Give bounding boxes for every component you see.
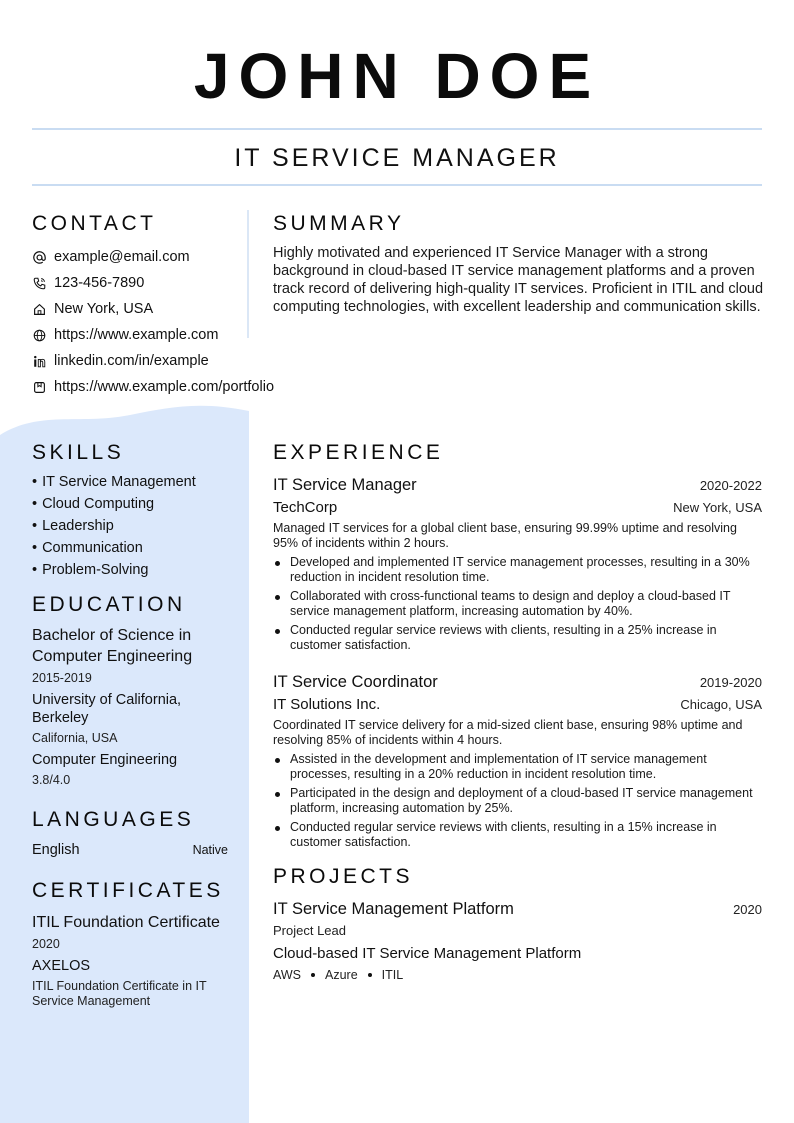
skills-section bbox=[32, 440, 228, 581]
skills-list bbox=[32, 471, 228, 581]
job-entry bbox=[273, 474, 762, 653]
home-icon bbox=[32, 302, 46, 316]
skill-item: • Cloud Computing bbox=[32, 493, 228, 515]
project-name: IT Service Management Platform bbox=[273, 900, 514, 918]
project-role: Project Lead bbox=[273, 923, 346, 938]
at-icon bbox=[32, 250, 46, 264]
projects-heading: PROJECTS bbox=[273, 865, 414, 888]
summary-text: Highly motivated and experienced IT Service Manager with a strong background in cloud-based IT service management platforms and a proven track record of delivering high-quality IT services. Proficient in ITIL and cloud computing technologies, with excellent leadership and communication skills. bbox=[273, 245, 764, 315]
globe-icon bbox=[32, 328, 46, 342]
header-rule-bottom bbox=[32, 184, 762, 186]
job-bullets bbox=[273, 752, 762, 850]
certificate-name: ITIL Foundation Certificate bbox=[32, 914, 220, 931]
job-dates: 2020-2022 bbox=[699, 478, 762, 493]
education-heading: EDUCATION bbox=[32, 593, 186, 616]
contact-linkedin[interactable] bbox=[32, 348, 322, 374]
portfolio-icon bbox=[32, 380, 46, 394]
skill-item: • Problem-Solving bbox=[32, 559, 228, 581]
education-school: University of California, Berkeley bbox=[32, 692, 182, 726]
job-bullet: Assisted in the development and implementation of IT service management processes, resulting in a 20% reduction in incident resolution time. bbox=[273, 752, 762, 782]
projects-section bbox=[273, 864, 762, 983]
summary-section bbox=[273, 211, 765, 316]
job-title: IT SERVICE MANAGER bbox=[234, 144, 560, 172]
job-location: Chicago, USA bbox=[680, 697, 762, 712]
project-description: Cloud-based IT Service Management Platform bbox=[273, 945, 582, 962]
job-entry bbox=[273, 671, 762, 850]
contact-phone-text: 123-456-7890 bbox=[54, 275, 145, 291]
job-company: IT Solutions Inc. bbox=[273, 696, 381, 713]
phone-icon bbox=[32, 276, 46, 290]
tag-separator bbox=[368, 973, 372, 977]
education-gpa: 3.8/4.0 bbox=[32, 773, 71, 787]
contact-website-text: https://www.example.com bbox=[54, 327, 219, 343]
certificate-year: 2020 bbox=[32, 937, 60, 951]
education-years: 2015-2019 bbox=[32, 671, 92, 685]
certificates-heading: CERTIFICATES bbox=[32, 879, 224, 902]
education-section bbox=[32, 592, 228, 789]
certificate-issuer: AXELOS bbox=[32, 958, 91, 974]
job-description: Coordinated IT service delivery for a mid-sized client base, ensuring 98% uptime and resolving 85% of incidents within 4 hours. bbox=[273, 718, 743, 747]
tag-separator bbox=[311, 973, 315, 977]
job-bullet: Collaborated with cross-functional teams to design and deploy a cloud-based IT service management platform, increasing automation by 40%. bbox=[273, 589, 762, 619]
language-name: English bbox=[32, 842, 80, 858]
job-company: TechCorp bbox=[273, 499, 338, 516]
job-role: IT Service Coordinator bbox=[273, 673, 438, 691]
candidate-name: JOHN DOE bbox=[193, 40, 601, 112]
job-bullet: Conducted regular service reviews with clients, resulting in a 15% increase in customer satisfaction. bbox=[273, 820, 762, 850]
contact-location-text: New York, USA bbox=[54, 301, 154, 317]
summary-heading: SUMMARY bbox=[273, 212, 405, 235]
languages-heading: LANGUAGES bbox=[32, 808, 195, 831]
contact-summary-divider bbox=[247, 210, 249, 338]
language-level: Native bbox=[192, 843, 228, 857]
linkedin-icon bbox=[32, 354, 46, 368]
project-tag: AWS bbox=[273, 968, 302, 982]
education-field: Computer Engineering bbox=[32, 752, 178, 768]
project-tag: Azure bbox=[325, 968, 358, 982]
education-degree: Bachelor of Science in Computer Engineering bbox=[32, 627, 193, 665]
sidebar bbox=[32, 440, 228, 1009]
experience-heading: EXPERIENCE bbox=[273, 441, 444, 464]
skill-item: • Communication bbox=[32, 537, 228, 559]
contact-portfolio[interactable] bbox=[32, 374, 322, 400]
contact-website[interactable] bbox=[32, 322, 322, 348]
job-bullet: Participated in the design and deployment of a cloud-based IT service management platform, increasing automation by 25%. bbox=[273, 786, 762, 816]
skills-heading: SKILLS bbox=[32, 441, 125, 464]
contact-email-text: example@email.com bbox=[54, 249, 190, 265]
certificate-description: ITIL Foundation Certificate in IT Service Management bbox=[32, 979, 207, 1008]
job-bullet: Conducted regular service reviews with clients, resulting in a 25% increase in customer satisfaction. bbox=[273, 623, 762, 653]
language-row bbox=[32, 841, 228, 859]
certificates-section bbox=[32, 878, 228, 1009]
project-tag: ITIL bbox=[381, 968, 404, 982]
job-bullets bbox=[273, 555, 762, 653]
project-year: 2020 bbox=[733, 902, 762, 917]
job-dates: 2019-2020 bbox=[699, 675, 762, 690]
skill-item: • IT Service Management bbox=[32, 471, 228, 493]
main-column bbox=[273, 440, 762, 983]
job-role: IT Service Manager bbox=[273, 476, 417, 494]
contact-heading: CONTACT bbox=[32, 212, 157, 235]
skill-item: • Leadership bbox=[32, 515, 228, 537]
job-location: New York, USA bbox=[673, 500, 762, 515]
header-rule-top bbox=[32, 128, 762, 130]
education-location: California, USA bbox=[32, 731, 118, 745]
project-tags bbox=[273, 967, 762, 983]
job-bullet: Developed and implemented IT service management processes, resulting in a 30% reduction in incident resolution time. bbox=[273, 555, 762, 585]
languages-section bbox=[32, 807, 228, 859]
contact-portfolio-text: https://www.example.com/portfolio bbox=[54, 379, 275, 395]
job-description: Managed IT services for a global client base, ensuring 99.99% uptime and resolving 95% of incidents within 2 hours. bbox=[273, 521, 737, 550]
contact-linkedin-text: linkedin.com/in/example bbox=[54, 353, 209, 369]
